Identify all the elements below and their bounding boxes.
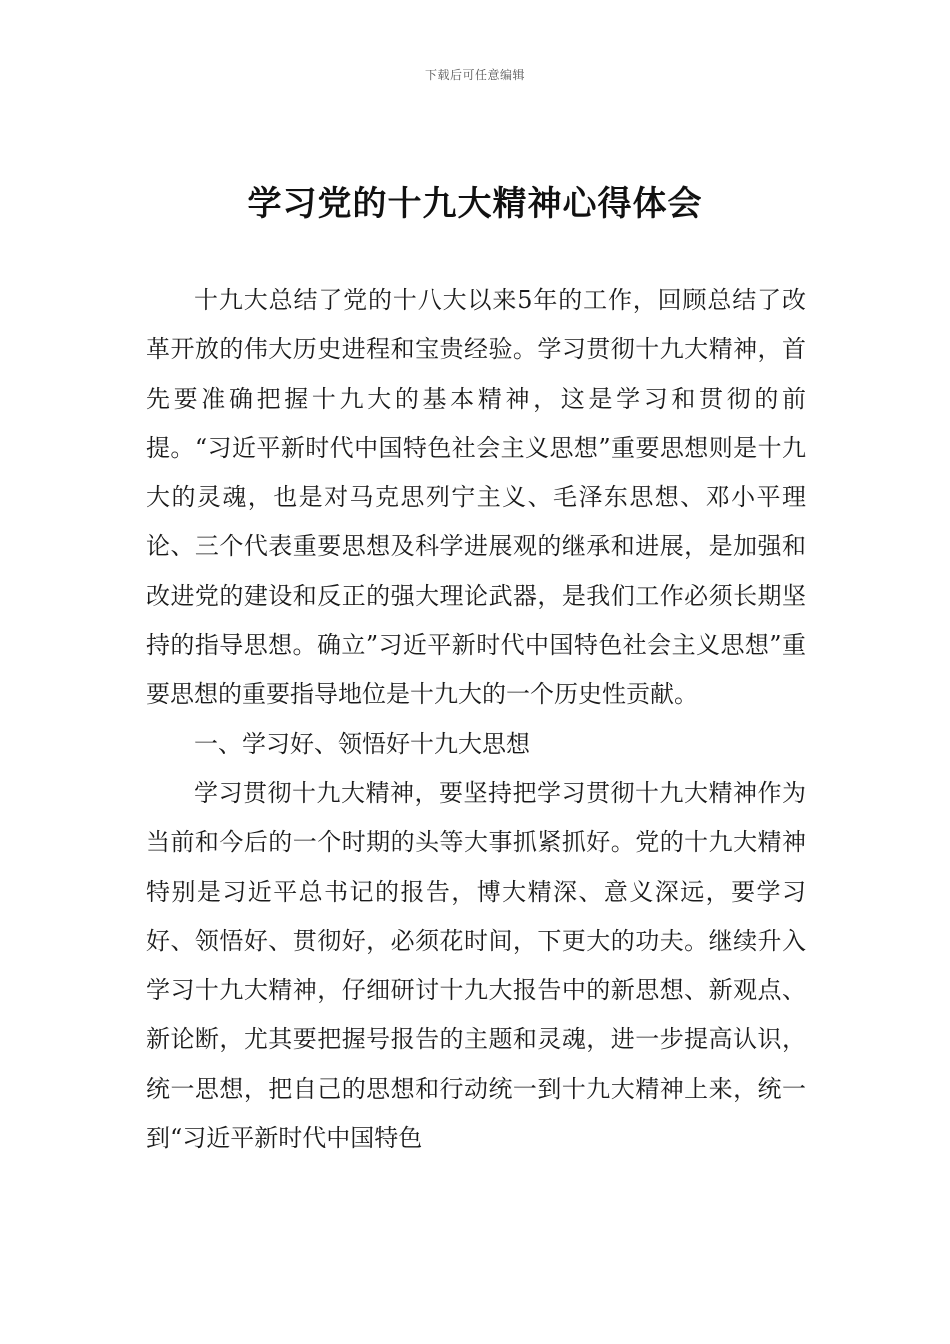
document-body (146, 276, 806, 1163)
header-note: 下载后可任意编辑 (424, 68, 525, 82)
paragraph-intro: 十九大总结了党的十八大以来5年的工作，回顾总结了改革开放的伟大历史进程和宝贵经验。学习贯彻十九大精神，首先要准确把握十九大的基本精神，这是学习和贯彻的前提。“习近平新时代中国特色社会主义思想”重要思想则是十九大的灵魂，也是对马克思列宁主义、毛泽东思想、邓小平理论、三个代表重要思想及科学进展观的继承和进展，是加强和改进党的建设和反正的强大理论武器，是我们工作必须长期坚持的指导思想。确立”习近平新时代中国特色社会主义思想”重要思想的重要指导地位是十九大的一个历史性贡献。 (146, 286, 806, 709)
document-title: 学习党的十九大精神心得体会 (247, 184, 703, 224)
section-heading: 一、学习好、领悟好十九大思想 (194, 729, 530, 758)
paragraph-section-one: 学习贯彻十九大精神，要坚持把学习贯彻十九大精神作为当前和今后的一个时期的头等大事抓紧抓好。党的十九大精神特别是习近平总书记的报告，博大精深、意义深远，要学习好、领悟好、贯彻好，必须花时间，下更大的功夫。继续升入学习十九大精神，仔细研讨十九大报告中的新思想、新观点、新论断，尤其要把握号报告的主题和灵魂，进一步提高认识，统一思想，把自己的思想和行动统一到十九大精神上来，统一到“习近平新时代中国特色 (146, 778, 806, 1153)
